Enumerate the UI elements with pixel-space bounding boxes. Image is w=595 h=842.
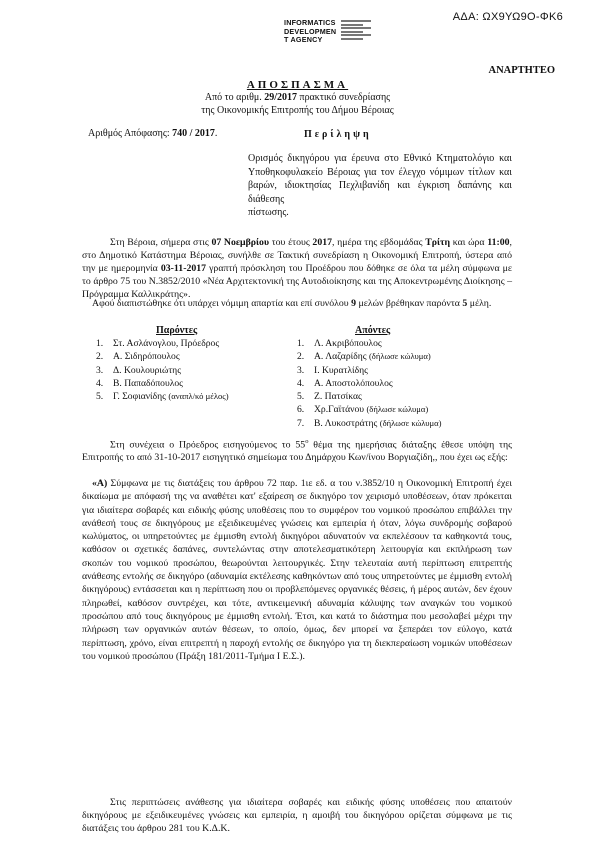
- ada-code: ΑΔΑ: ΩΧ9ΥΩ9Ο-ΦΚ6: [452, 11, 563, 23]
- list-item: 6. Χρ.Γαϊτάνου (δήλωσε κώλυμα): [297, 404, 429, 416]
- list-item: 2. Α. Σιδηρόπουλος: [96, 351, 180, 363]
- posted-label: ΑΝΑΡΤΗΤΕΟ: [488, 65, 555, 76]
- quorum-paragraph: Αφού διαπιστώθηκε ότι υπάρχει νόμιμη απαρτία και επί συνόλου 9 μελών βρέθηκαν παρόντα 5 μέλη.: [92, 298, 492, 309]
- list-item: 7. Β. Λυκοστράτης (δήλωσε κώλυμα): [297, 417, 442, 429]
- absent-heading: Απόντες: [355, 325, 391, 336]
- list-item: 3. Δ. Κουλουριώτης: [96, 364, 181, 376]
- logo-line: T AGENCY: [284, 35, 323, 45]
- minutes-reference: Από το αριθμ. 29/2017 πρακτικό συνεδρίασης: [204, 92, 391, 103]
- list-item: 2. Α. Λαζαρίδης (δήλωσε κώλυμα): [297, 351, 431, 363]
- present-members-list: [96, 337, 229, 403]
- logo-line: DEVELOPMEN: [284, 26, 337, 36]
- legal-basis-paragraph: «Α) Σύμφωνα με τις διατάξεις του άρθρου 72 παρ. 1ιε εδ. α του ν.3852/10 η Οικονομική Επιτροπή έχει δικαίωμα με απόφασή της να αναθέτει κατ' εξαίρεση σε δικηγόρο τον χειρισμό υποθέσεων, όταν πρόκειται για ιδιαίτερα σοβαρές και ειδικής φύσης υποθέσεις που το συμφέρον του νομικού προσώπου επιβάλλει την ανάθεσή τους σε δικηγόρους με εξειδικευμένες γνώσεις και εμπειρία ή όταν, λόγω συνδρομής σοβαρού κωλύματος, οι υπηρετούντες με έμμισθη εντολή δικηγόροι αδυνατούν να εκπελέσουν τα καθηκοντά τους, καθόσον οι σχετικές δαπάνες, συντελώντας στην αποτελεσματικότερη λειτουργία και εκπλήρωση των σκοπών του νομικού προσώπου, θεωρούνται λειτουργικές. Στην τελευταία αυτή περίπτωση επιτρεπτής ανάθεσης εντολής σε δικηγόρο (αδυναμία εκτέλεσης καθηκόντων από τους υπηρετούντες με έμμισθη εντολή δικηγόρους) εντάσσεται και η περίπτωση που οι προβλεπόμενες οργανικές θέσεις, ή μέρος αυτών, δεν έχουν πληρωθεί, καθόσον συντρέχει, και τότε, αντικειμενική αδυναμία κάλυψης των αναγκών του νομικού προσώπου από τους δικηγόρους με έμμισθη εντολή. Έτσι, και κατά το διάστημα που μεσολαβεί μέχρι την πλήρωση των οργανικών αυτών θέσεων, το οποίο, όμως, δεν μπορεί να ξεπεράει τον εύλογο, κατά περίπτωση, χρόνο, είναι επιτρεπτή η παροχή εντολής σε δικηγόρο για τη διεκπεραίωση νομικών υποθέσεων του νομικού προσώπου (Πράξη 181/2011-Τμήμα Ι Ε.Σ.).: [82, 478, 512, 662]
- informatics-agency-logo: [284, 19, 370, 47]
- list-item: 5. Γ. Σοφιανίδης (αναπλ/κό μέλος): [96, 391, 229, 403]
- intro-paragraph: Στη Βέροια, σήμερα στις 07 Νοεμβρίου του έτους 2017, ημέρα της εβδομάδας Τρίτη και ώρα 11:00, στο Δημοτικό Κατάστημα Βέροιας, συνήλθε σε Τακτική συνεδρίαση η Οικονομική Επιτροπή, ύστερα από την με ημερομηνία 03-11-2017 γραπτή πρόσκληση του Προέδρου που δόθηκε σε όλα τα μέλη σύμφωνα με το άρθρο 75 του Ν.3852/2010 «Νέα Αρχιτεκτονική της Αυτοδιοίκησης και της Αποκεντρωμένης Διοίκησης – Πρόγραμμα Καλλικράτης».: [82, 237, 512, 300]
- committee-name: της Οικονομικής Επιτροπής του Δήμου Βέροιας: [201, 105, 394, 116]
- list-item: 1. Λ. Ακριβόπουλος: [297, 338, 382, 349]
- summary-heading: Περίληψη: [304, 129, 372, 140]
- list-item: 4. Β. Παπαδόπουλος: [96, 377, 183, 389]
- absent-members-list: [297, 337, 442, 430]
- closing-paragraph: Στις περιπτώσεις ανάθεσης για ιδιαίτερα σοβαρές και ειδικής φύσης υποθέσεις που απαιτούν δικηγόρους με εξειδικευμένες γνώσεις και εμπειρία, η αμοιβή του δικηγόρου ορίζεται σύμφωνα με τις διατάξεις του άρθρου 281 του Κ.Δ.Κ.: [82, 797, 512, 834]
- logo-tagline-marks: [341, 20, 371, 42]
- document-title: ΑΠΟΣΠΑΣΜΑ: [246, 79, 349, 91]
- present-heading: Παρόντες: [156, 325, 198, 336]
- list-item: 1. Στ. Ασλάνογλου, Πρόεδρος: [96, 338, 220, 349]
- summary-text: Ορισμός δικηγόρου για έρευνα στο Εθνικό Κτηματολόγιο και Υποθηκοφυλακείο Βέροιας για τον έλεγχο νόμιμων τίτλων και βαρών, ιδιοκτησίας Πεχλιβανίδη και έγκριση δαπάνης και διάθεσης πίστωσης.: [248, 153, 512, 219]
- list-item: 4. Α. Αποστολόπουλος: [297, 377, 393, 389]
- list-item: 5. Ζ. Πατσίκας: [297, 391, 362, 403]
- logo-line: INFORMATICS: [284, 18, 336, 27]
- subject-paragraph: Στη συνέχεια ο Πρόεδρος εισηγούμενος το $55^o$ θέμα της ημερήσιας διάταξης έθεσε υπόψη της Επιτροπής το από 31-10-2017 εισηγητικό σημείωμα του Δημάρχου Κων/ίνου Βοργιαζίδη,, που έχει ως εξής:: [82, 438, 512, 464]
- decision-number: Αριθμός Απόφασης: 740 / 2017.: [88, 128, 218, 139]
- list-item: 3. Ι. Κυρατλίδης: [297, 364, 368, 376]
